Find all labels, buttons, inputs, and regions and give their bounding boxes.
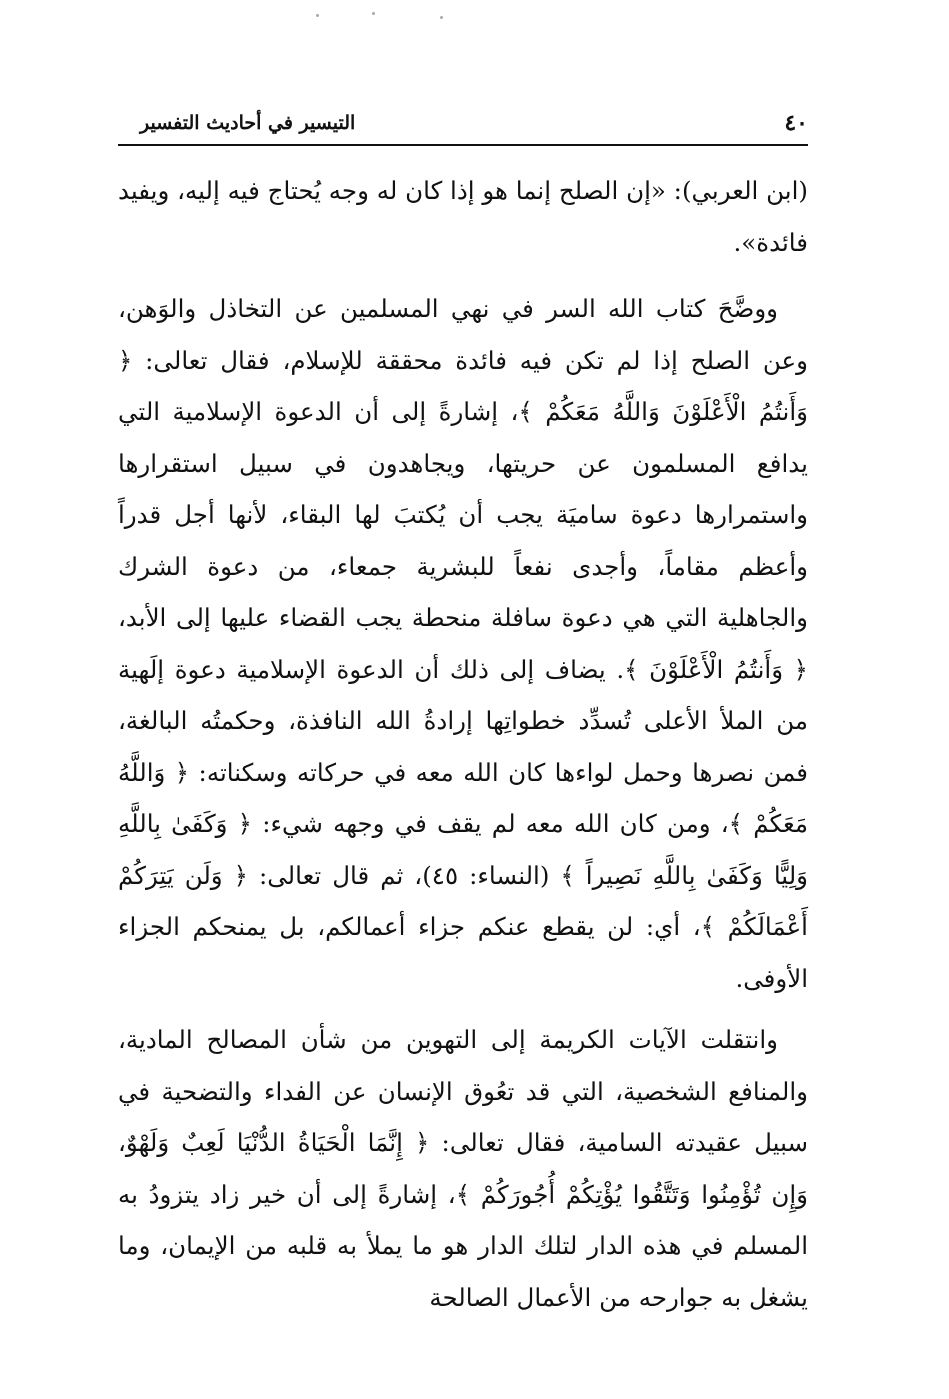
- paragraph-main: ووضَّحَ كتاب الله السر في نهي المسلمين عن التخاذل والوَهن، وعن الصلح إذا لم تكن فيه فائدة محققة للإسلام، فقال تعالى: ﴿ وَأَنتُمُ الْأَعْلَوْنَ وَاللَّهُ مَعَكُمْ ﴾، إشارةً إلى أن الدعوة الإسلامية التي يدافع المسلمون عن حريتها، ويجاهدون في سبيل استقرارها واستمرارها دعوة ساميَة يجب أن يُكتبَ لها البقاء، لأنها أجل قدراً وأعظم مقاماً، وأجدى نفعاً للبشرية جمعاء، من دعوة الشرك والجاهلية التي هي دعوة سافلة منحطة يجب القضاء عليها إلى الأبد، ﴿ وَأَنتُمُ الْأَعْلَوْنَ ﴾. يضاف إلى ذلك أن الدعوة الإسلامية دعوة إلَهية من الملأ الأعلى تُسدِّد خطواتِها إرادةُ الله النافذة، وحكمتُه البالغة، فمن نصرها وحمل لواءها كان الله معه في حركاته وسكناته: ﴿ وَاللَّهُ مَعَكُمْ ﴾، ومن كان الله معه لم يقف في وجهه شيء: ﴿ وَكَفَىٰ بِاللَّهِ وَلِيًّا وَكَفَىٰ بِاللَّهِ نَصِيراً ﴾ (النساء: ٤٥)، ثم قال تعالى: ﴿ وَلَن يَتِرَكُمْ أَعْمَالَكُمْ ﴾، أي: لن يقطع عنكم جزاء أعمالكم، بل يمنحكم الجزاء الأوفى.: [118, 294, 808, 993]
- page-header: [118, 108, 808, 146]
- scan-speck: [316, 14, 319, 17]
- running-title: التيسير في أحاديث التفسير: [140, 112, 356, 134]
- scan-speck: [440, 16, 443, 19]
- paragraph-continuation: وانتقلت الآيات الكريمة إلى التهوين من شأن المصالح المادية، والمنافع الشخصية، التي قد تعُوق الإنسان عن الفداء والتضحية في سبيل عقيدته السامية، فقال تعالى: ﴿ إِنَّمَا الْحَيَاةُ الدُّنْيَا لَعِبٌ وَلَهْوٌ، وَإِن تُؤْمِنُوا وَتَتَّقُوا يُؤْتِكُمْ أُجُورَكُمْ ﴾، إشارةً إلى أن خير زاد يتزودُ به المسلم في هذه الدار لتلك الدار هو ما يملأ به قلبه من الإيمان، وما يشغل به جوارحه من الأعمال الصالحة: [118, 1025, 808, 1312]
- paragraph-quote: (ابن العربي): «إن الصلح إنما هو إذا كان له وجه يُحتاج فيه إليه، ويفيد فائدة».: [118, 176, 808, 257]
- page-number: ٤٠: [784, 110, 808, 136]
- scan-speck: [372, 12, 375, 15]
- body-text: [118, 165, 808, 1323]
